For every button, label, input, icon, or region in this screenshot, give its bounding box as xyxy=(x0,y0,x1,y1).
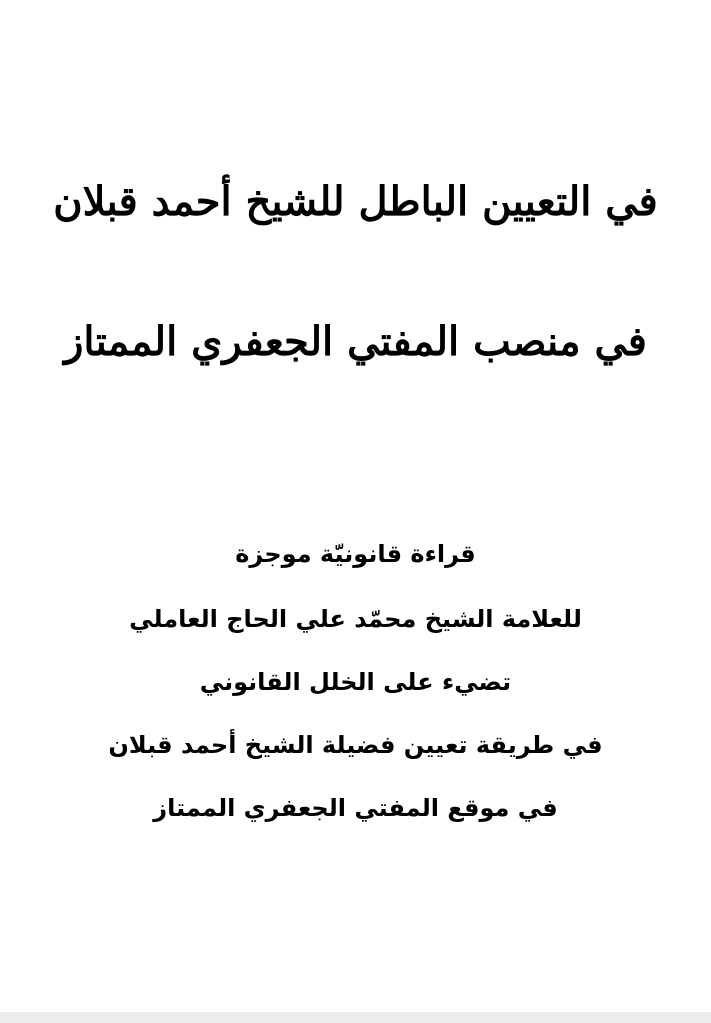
body-line-5: في موقع المفتي الجعفري الممتاز xyxy=(153,794,558,822)
body-line-1: قراءة قانونيّة موجزة xyxy=(235,540,476,568)
body-line-2: للعلامة الشيخ محمّد علي الحاج العاملي xyxy=(129,605,582,633)
body-line-3: تضيء على الخلل القانوني xyxy=(199,668,512,696)
title-line-2: في منصب المفتي الجعفري الممتاز xyxy=(64,318,647,365)
body-line-4: في طريقة تعيين فضيلة الشيخ أحمد قبلان xyxy=(108,731,603,759)
page-bottom-edge xyxy=(0,1012,711,1023)
title-line-1: في التعيين الباطل للشيخ أحمد قبلان xyxy=(53,178,658,225)
